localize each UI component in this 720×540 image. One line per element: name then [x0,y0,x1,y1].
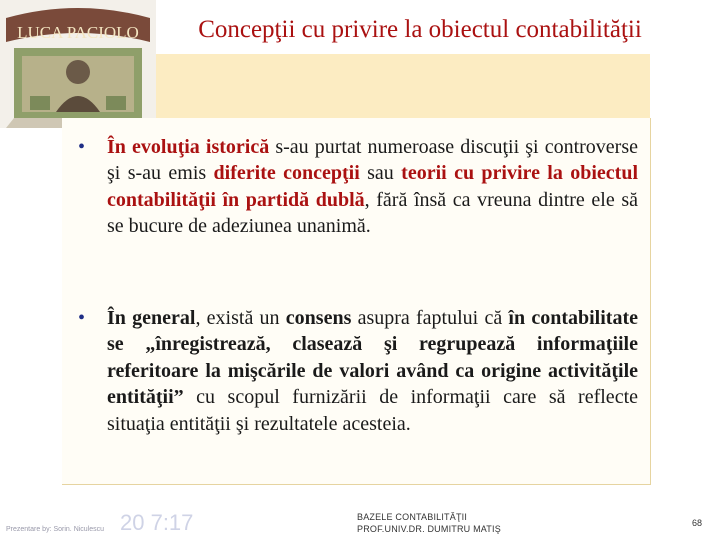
footer-author: Prezentare by: Sorin. Niculescu [6,526,105,533]
footer-course-title: BAZELE CONTABILITĂŢII [357,512,468,522]
text-span: sau [359,162,402,185]
emphasis-teorii: teorii cu privire la obiectul contabilităţii în partidă dublă [107,162,639,211]
text-span: , există un [195,307,286,329]
bullet-item-1 [78,134,638,240]
bullet-marker: • [78,136,86,158]
text-span: , fără însă ca vreuna dintre ele să se bucure de adeziunea unanimă. [107,188,638,238]
emphasis-consens: consens [285,307,352,329]
emphasis-evolutie: În evoluţia istorică [107,136,270,158]
bullet-item-2 [78,305,638,437]
emphasis-definitie: în contabilitate se „înregistrează, clasează şi regrupează informaţiile referitoare la mişcările de valori având ca origine activităţile entităţii” [107,307,638,409]
bullet-text-2 [107,305,638,437]
text-span: cu scopul furnizării de informaţii care să reflecte situaţia entităţii şi rezultatele acesteia. [107,386,638,435]
header-band [156,54,650,118]
emphasis-general: În general [107,307,196,329]
bullet-marker: • [78,307,86,329]
slide-title: Concepţii cu privire la obiectul contabilităţii [198,16,642,43]
text-span: asupra faptului că [351,307,509,329]
footer-time: 20 7:17 [120,510,194,535]
bullet-text-1 [107,134,638,240]
text-span: s‑au purtat numeroase discuţii şi controverse şi s‑au emis [107,136,638,185]
footer-course-author: PROF.UNIV.DR. DUMITRU MATIŞ [357,524,501,534]
page-number: 68 [692,518,703,528]
logo-text: LUCA PACIOLO [17,23,139,42]
emphasis-conceptii: diferite concepţii [213,162,360,185]
footer-course [357,511,501,535]
